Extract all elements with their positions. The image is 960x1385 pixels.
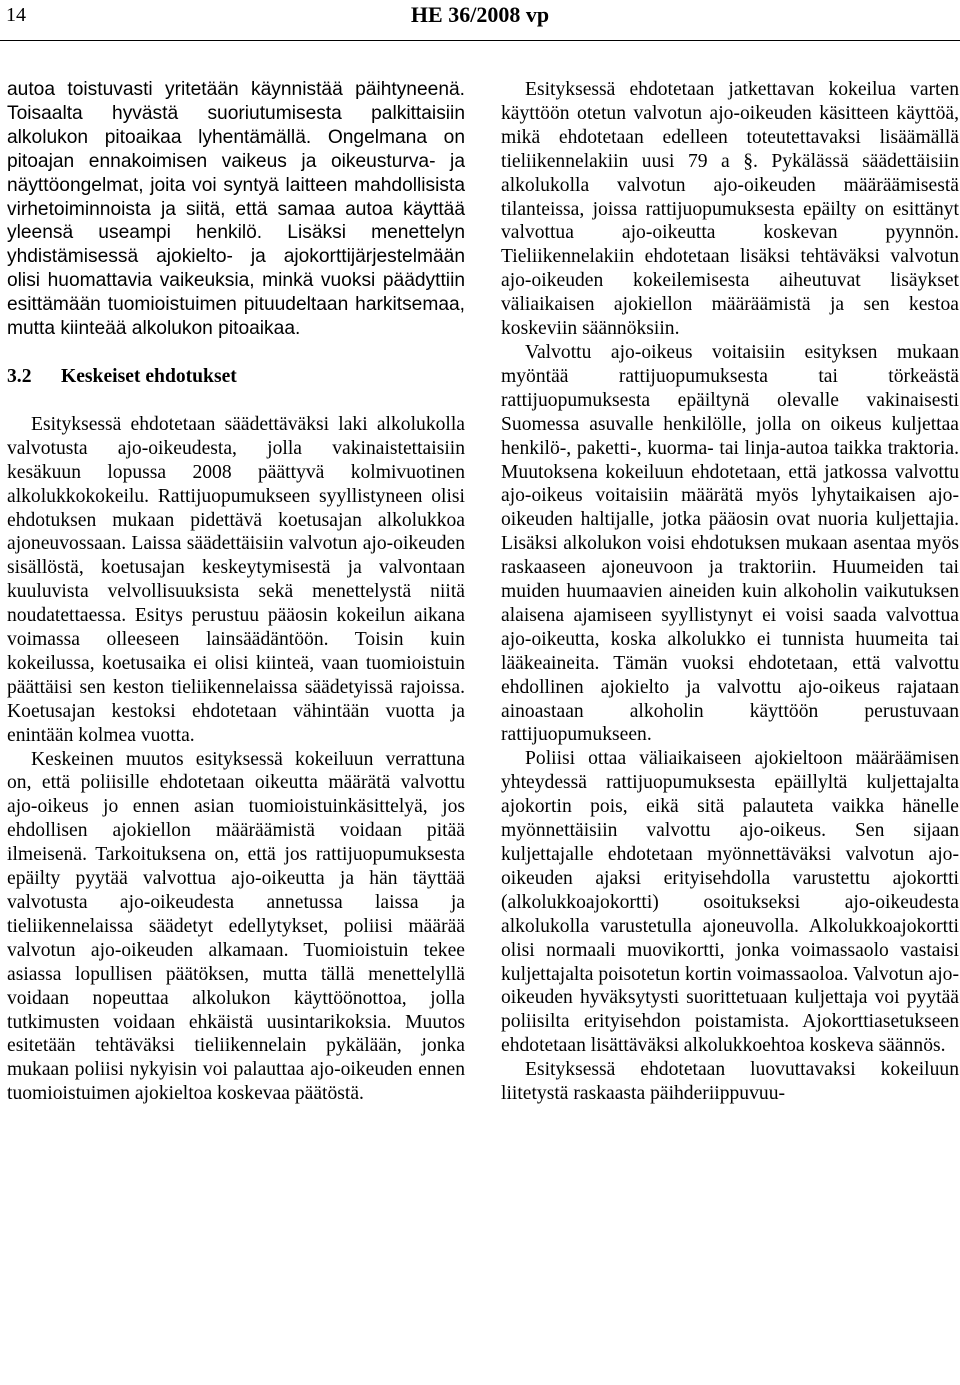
right-paragraph-2: Valvottu ajo-oikeus voitaisiin esityksen mukaan myöntää rattijuopumuksesta tai törkeästä rattijuopumuksesta epäiltynä olevalle vakinaisesti Suomessa asuvalle henkilölle, jolla on oikeus kuljettaa henkilö-, paketti-, kuorma- tai linja-autoa taikka traktoria. Muutoksena kokeiluun ehdotetaan, että jatkossa valvottu ajo-oikeus voitaisiin määrätä myös lyhytaikaisen ajo-oikeuden haltijalle, jotka pääosin ovat nuoria kuljettajia. Lisäksi alkolukon voisi ehdotuksen mukaan asentaa myös raskaaseen ajoneuvoon ja traktoriin. Huumeiden tai muiden huumaavien aineiden kuin alkoholin vaikutuksen alaisena ajamiseen syyllistynyt ei voisi saada valvottua ajo-oikeutta, koska alkolukko ei tunnista huumeita tai lääkeaineita. Tämän vuoksi ehdotetaan, että valvottu ehdollinen ajokielto ja valvottu ajo-oikeus rajataan ainoastaan alkoholin käyttöön perustuvaan rattijuopumukseen.	[501, 341, 959, 746]
right-paragraph-4: Esityksessä ehdotetaan luovuttavaksi kokeiluun liitetystä raskaasta päihderiippuvuu-	[501, 1059, 959, 1105]
right-paragraph-1: Esityksessä ehdotetaan jatkettavan kokeilua varten käyttöön otetun valvotun ajo-oikeuden käsitteen käyttöä, mikä ehdotetaan edelleen toteutettavaksi lisäämällä tieliikennelakiin uusi 79 a §. Pykälässä säädettäisiin alkolukolla valvotun ajo-oikeuden määräämisestä tilanteissa, joissa rattijuopumuksesta epäilty on esittänyt valvottua ajo-oikeutta koskevan pyynnön. Tieliikennelakiin ehdotetaan lisäksi tehtäväksi valvotun ajo-oikeuden kokeilemisesta aiheutuvat lisäykset väliaikaisen ajokiellon määräämistä ja sen kestoa koskeviin säännöksiin.	[501, 79, 959, 340]
document-id: HE 36/2008 vp	[410, 2, 550, 27]
page-header	[0, 0, 960, 41]
right-paragraph-3: Poliisi ottaa väliaikaiseen ajokieltoon määräämisen yhteydessä rattijuopumuksesta epäillyltä kuljettajalta ajokortin pois, eikä sitä palauteta vaikka hänelle myönnettäisiin valvottu ajo-oikeus. Sen sijaan kuljettajalle ehdotetaan myönnettäväksi valvotun ajo-oikeuden ajaksi erityisehdolla varustettu ajokortti (alkolukkoajokortti) osoitukseksi ajo-oikeudesta alkolukolla varustetulla ajoneuvolla. Alkolukkoajokortti olisi normaali muovikortti, jonka voimassaolo vastaisi kuljettajalta poisotetun kortin voimassaoloa. Valvotun ajo-oikeuden hyväksytysti suorittetuaan kuljettaja voi pyytää poliisilta erityisehdon poistamista. Ajokorttiasetukseen ehdotetaan lisättäväksi alkolukkoehtoa koskeva säännös.	[501, 748, 959, 1057]
section-title: Keskeiset ehdotukset	[61, 365, 237, 387]
section-number: 3.2	[7, 365, 32, 387]
section-heading	[7, 365, 465, 389]
page-number: 14	[6, 4, 26, 26]
left-column	[7, 78, 465, 1106]
right-column	[501, 78, 959, 1106]
left-paragraph-3: Keskeinen muutos esityksessä kokeiluun verrattuna on, että poliisille ehdotetaan oikeutta määrätä valvottu ajo-oikeus jo ennen asian tuomioistuinkäsittelyä, jos ehdollisen ajokiellon määräämistä voidaan pitää ilmeisenä. Tarkoituksena on, että jos rattijuopumuksesta epäilty pyytää valvottua ajo-oikeutta ja hän täyttää valvotusta ajo-oikeudesta annetussa laissa ja tieliikennelaissa säädetyt edellytykset, poliisi määrää valvotun ajo-oikeuden alkamaan. Tuomioistuin tekee asiassa lopullisen päätöksen, mutta tällä menettelyllä voidaan nopeuttaa alkolukon käyttöönottoa, jolla tutkimusten voidaan ehkäistä uusintarikoksia. Muutos esitetään tehtäväksi tieliikennelain pykälään, jonka mukaan poliisi nykyisin voi palauttaa ajo-oikeuden ennen tuomioistuimen ajokieltoa koskevaa päätöstä.	[7, 748, 465, 1105]
left-paragraph-2: Esityksessä ehdotetaan säädettäväksi laki alkolukolla valvotusta ajo-oikeudesta, jolla vakinaistettaisiin kesäkuun lopussa 2008 päättyvä kolmivuotinen alkolukkokokeilu. Rattijuopumukseen syyllistyneen olisi ehdotuksen mukaan pidettävä koetusajan alkolukkoa ajoneuvossaan. Laissa säädettäisiin valvotun ajo-oikeuden sisällöstä, koetusajan keskeytymisestä ja valvontaan kuuluvista velvollisuuksista sekä menettelystä niitä noudatettaessa. Esitys perustuu pääosin kokeilun aikana voimassa olleeseen lainsäädäntöön. Toisin kuin kokeilussa, koetusaika ei olisi kiinteä, vaan tuomioistuin päättäisi sen keston tieliikennelaissa säädetyissä rajoissa. Koetusajan kestoksi ehdotetaan vähintään vuotta ja enintään kolmea vuotta.	[7, 413, 465, 746]
left-paragraph-1: autoa toistuvasti yritetään käynnistää päihtyneenä. Toisaalta hyvästä suoriutumisesta palkittaisiin alkolukon pitoaikaa lyhentämällä. Ongelmana on pitoajan ennakoimisen vaikeus ja oikeusturva- ja näyttöongelmat, joita voi syntyä laitteen mahdollisista virhetoiminnoista ja siitä, että samaa autoa käyttää yleensä useampi henkilö. Lisäksi menettelyn yhdistämisessä ajokielto- ja ajokorttijärjestelmään olisi huomattavia vaikeuksia, minkä vuoksi päädyttiin esittämään tuomioistuimen pituudeltaan harkitsemaa, mutta kiinteää alkolukon pitoaikaa.	[7, 79, 465, 340]
